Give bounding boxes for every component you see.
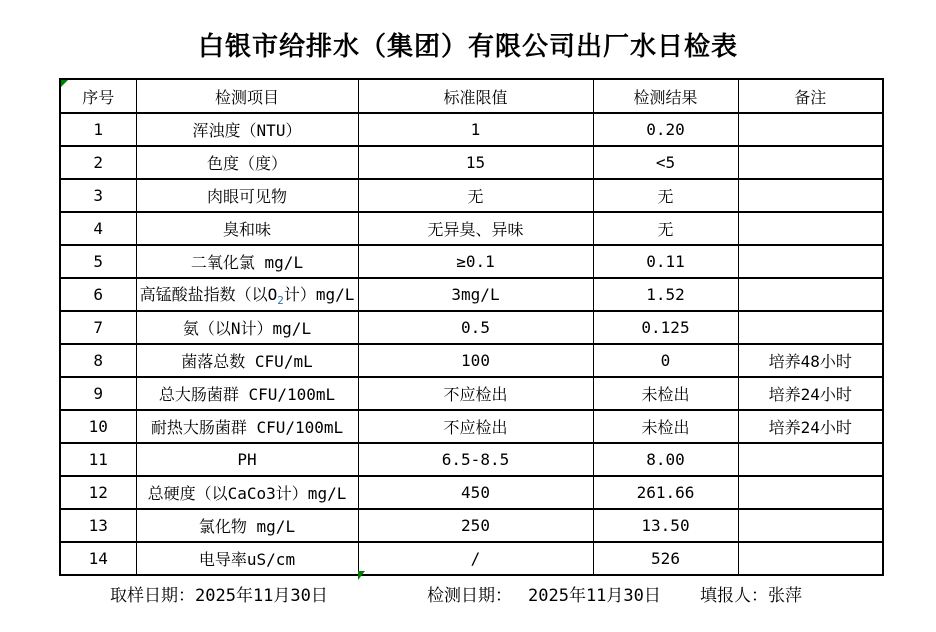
header-remark: 备注 xyxy=(738,79,883,113)
reporter-value: 张萍 xyxy=(768,586,802,606)
cell-limit: 无 xyxy=(358,179,593,212)
test-date xyxy=(427,581,661,606)
reporter-label: 填报人： xyxy=(700,586,768,606)
table-row xyxy=(60,179,883,212)
cell-limit: 15 xyxy=(358,146,593,179)
table-body xyxy=(60,113,883,575)
header-result: 检测结果 xyxy=(593,79,738,113)
cell-remark: 培养24小时 xyxy=(738,410,883,443)
cell-limit: 0.5 xyxy=(358,311,593,344)
cell-item: 氯化物 mg/L xyxy=(136,509,358,542)
cell-remark xyxy=(738,443,883,476)
cell-limit: / xyxy=(358,542,593,575)
cell-limit: 不应检出 xyxy=(358,377,593,410)
cell-item: 菌落总数 CFU/mL xyxy=(136,344,358,377)
table-row xyxy=(60,410,883,443)
cell-no: 4 xyxy=(60,212,136,245)
cell-item: 二氧化氯 mg/L xyxy=(136,245,358,278)
cell-result: <5 xyxy=(593,146,738,179)
cell-limit: 250 xyxy=(358,509,593,542)
table-row xyxy=(60,311,883,344)
table-row xyxy=(60,476,883,509)
cell-remark xyxy=(738,146,883,179)
subscript-2: 2 xyxy=(277,294,284,308)
cell-no: 1 xyxy=(60,113,136,146)
cell-remark xyxy=(738,278,883,311)
cell-item: 电导率uS/cm xyxy=(136,542,358,575)
cell-no: 5 xyxy=(60,245,136,278)
cell-item: 高锰酸盐指数（以$O_2$计）mg/L xyxy=(136,278,358,311)
cell-remark xyxy=(738,476,883,509)
cell-remark xyxy=(738,245,883,278)
cell-no: 11 xyxy=(60,443,136,476)
cell-limit: 3mg/L xyxy=(358,278,593,311)
table-row xyxy=(60,212,883,245)
cell-result: 无 xyxy=(593,179,738,212)
sampling-date-value: 2025年11月30日 xyxy=(195,586,328,606)
table-row xyxy=(60,113,883,146)
cell-remark xyxy=(738,509,883,542)
cell-no: 9 xyxy=(60,377,136,410)
table-row xyxy=(60,245,883,278)
cell-limit: 不应检出 xyxy=(358,410,593,443)
page-title: 白银市给排水（集团）有限公司出厂水日检表 xyxy=(197,32,738,62)
cell-item: 总大肠菌群 CFU/100mL xyxy=(136,377,358,410)
cell-no: 10 xyxy=(60,410,136,443)
cell-item: 色度（度） xyxy=(136,146,358,179)
cell-result: 未检出 xyxy=(593,377,738,410)
cell-result: 526 xyxy=(593,542,738,575)
cell-no: 12 xyxy=(60,476,136,509)
cell-result: 261.66 xyxy=(593,476,738,509)
cell-limit: 6.5-8.5 xyxy=(358,443,593,476)
cell-limit: 1 xyxy=(358,113,593,146)
cell-no: 7 xyxy=(60,311,136,344)
cell-result: 8.00 xyxy=(593,443,738,476)
cell-result: 1.52 xyxy=(593,278,738,311)
cell-result: 未检出 xyxy=(593,410,738,443)
cell-item: 耐热大肠菌群 CFU/100mL xyxy=(136,410,358,443)
header-row xyxy=(60,79,883,113)
table-row xyxy=(60,278,883,311)
sampling-date xyxy=(110,581,328,606)
inspection-table xyxy=(59,78,884,576)
header-limit: 标准限值 xyxy=(358,79,593,113)
cell-no: 3 xyxy=(60,179,136,212)
sampling-date-label: 取样日期： xyxy=(110,586,195,606)
cell-remark xyxy=(738,179,883,212)
cell-limit: 无异臭、异味 xyxy=(358,212,593,245)
table-row xyxy=(60,146,883,179)
header-item: 检测项目 xyxy=(136,79,358,113)
cell-remark xyxy=(738,542,883,575)
cell-limit: 450 xyxy=(358,476,593,509)
table-row xyxy=(60,509,883,542)
cell-no: 8 xyxy=(60,344,136,377)
cell-limit: 100 xyxy=(358,344,593,377)
cell-no: 14 xyxy=(60,542,136,575)
footer xyxy=(0,581,936,605)
cell-item: 总硬度（以CaCo3计）mg/L xyxy=(136,476,358,509)
cell-no: 6 xyxy=(60,278,136,311)
cell-result: 0.11 xyxy=(593,245,738,278)
cell-item: PH xyxy=(136,443,358,476)
reporter xyxy=(700,581,802,606)
cell-remark xyxy=(738,212,883,245)
cell-remark xyxy=(738,311,883,344)
cell-item: 浑浊度（NTU） xyxy=(136,113,358,146)
table-row xyxy=(60,542,883,575)
cell-limit: ≥0.1 xyxy=(358,245,593,278)
cell-item: 氨（以N计）mg/L xyxy=(136,311,358,344)
test-date-label: 检测日期： xyxy=(427,586,512,606)
cell-result: 13.50 xyxy=(593,509,738,542)
table-row xyxy=(60,443,883,476)
cell-item: 臭和味 xyxy=(136,212,358,245)
cell-remark xyxy=(738,113,883,146)
table-row xyxy=(60,377,883,410)
header-no: 序号 xyxy=(60,79,136,113)
test-date-value: 2025年11月30日 xyxy=(528,586,661,606)
table-row xyxy=(60,344,883,377)
cell-result: 0.20 xyxy=(593,113,738,146)
cell-result: 无 xyxy=(593,212,738,245)
cell-result: 0 xyxy=(593,344,738,377)
cell-remark: 培养24小时 xyxy=(738,377,883,410)
cell-remark: 培养48小时 xyxy=(738,344,883,377)
table-header xyxy=(60,79,883,113)
cell-result: 0.125 xyxy=(593,311,738,344)
cell-no: 13 xyxy=(60,509,136,542)
cell-item: 肉眼可见物 xyxy=(136,179,358,212)
cell-no: 2 xyxy=(60,146,136,179)
